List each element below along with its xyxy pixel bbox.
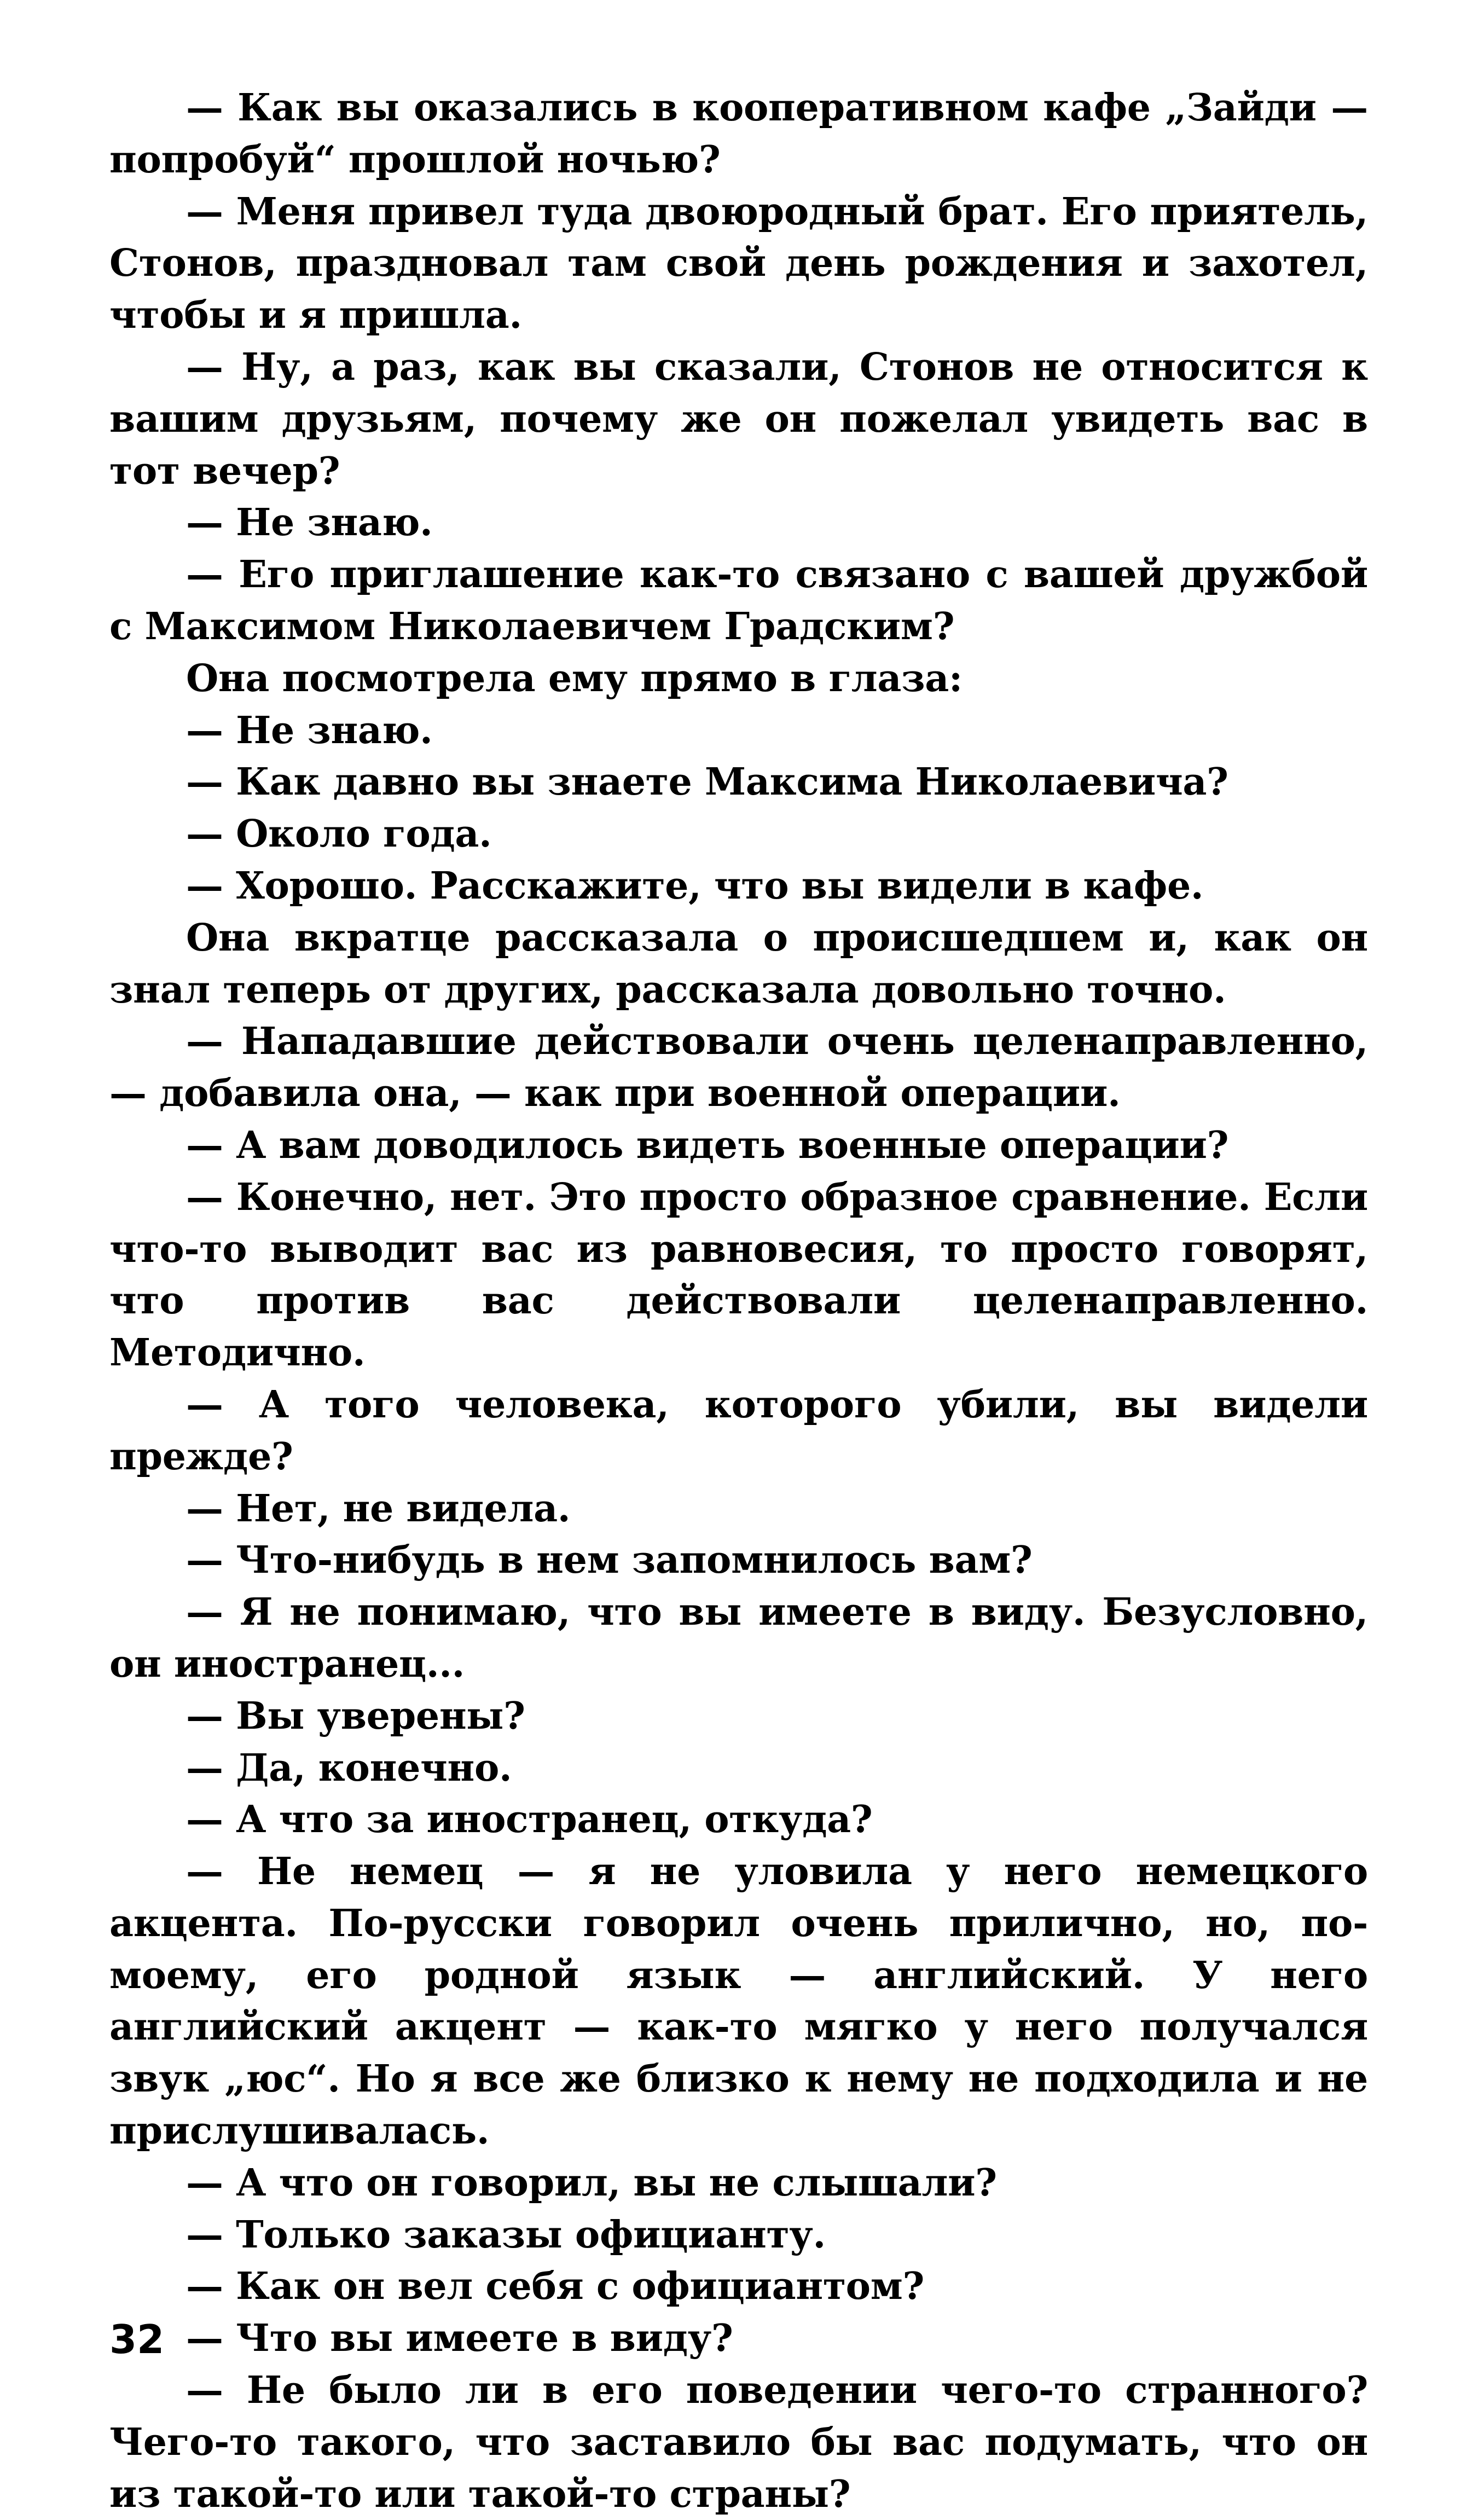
paragraph: — Что вы имеете в виду? [186, 2316, 733, 2361]
paragraph: Она вкратце рассказала о происшедшем и, как он знал теперь от других, рассказала довольно точно. [109, 916, 1368, 1012]
paragraph: — Я не понимаю, что вы имеете в виду. Безусловно, он иностранец... [109, 1590, 1368, 1686]
paragraph: — Не немец — я не уловила у него немецкого акцента. По-русски говорил очень прилично, но, по-моему, его родной язык — английский. У него английский акцент — как-то мягко у него получался звук „юс“. Но я все же близко к нему не подходила и не прислушивалась. [109, 1850, 1368, 2153]
paragraph: — Не знаю. [186, 708, 433, 752]
paragraph: — Да, конечно. [186, 1746, 512, 1790]
paragraph: — Конечно, нет. Это просто образное сравнение. Если что-то выводит вас из равновесия, то просто говорят, что против вас действовали целенаправленно. Методично. [109, 1175, 1368, 1375]
paragraph: — Его приглашение как-то связано с вашей дружбой с Максимом Николаевичем Градским? [109, 553, 1368, 648]
paragraph: — Около года. [186, 812, 492, 856]
paragraph: — А что за иностранец, откуда? [186, 1798, 873, 1842]
paragraph: — Нет, не видела. [186, 1486, 571, 1531]
paragraph: — Как вы оказались в кооперативном кафе „Зайди — попробуй“ прошлой ночью? [109, 86, 1368, 182]
paragraph: — Только заказы официанту. [186, 2212, 826, 2257]
paragraph: — Хорошо. Расскажите, что вы видели в кафе. [186, 864, 1204, 908]
paragraph: — Как давно вы знаете Максима Николаевича? [186, 760, 1228, 804]
paragraph: — Ну, а раз, как вы сказали, Стонов не относится к вашим друзьям, почему же он пожелал увидеть вас в тот вечер? [109, 345, 1368, 493]
paragraph: — Меня привел туда двоюродный брат. Его приятель, Стонов, праздновал там свой день рождения и захотел, чтобы и я пришла. [109, 189, 1368, 338]
book-page-text [109, 82, 1368, 2520]
paragraph: — Не знаю. [186, 501, 433, 545]
page-number: 32 [109, 2316, 165, 2362]
paragraph: — Как он вел себя с официантом? [186, 2264, 925, 2309]
paragraph: — А что он говорил, вы не слышали? [186, 2160, 997, 2205]
paragraph: Она посмотрела ему прямо в глаза: [186, 656, 963, 700]
paragraph: — А того человека, которого убили, вы видели прежде? [109, 1382, 1368, 1479]
paragraph: — Нападавшие действовали очень целенаправленно, — добавила она, — как при военной операции. [109, 1019, 1368, 1116]
paragraph: — Не было ли в его поведении чего-то странного? Чего-то такого, что заставило бы вас подумать, что он из такой-то или такой-то страны? [109, 2368, 1368, 2516]
paragraph: — Что-нибудь в нем запомнилось вам? [186, 1538, 1033, 1583]
paragraph: — А вам доводилось видеть военные операции? [186, 1123, 1229, 1167]
paragraph: — Вы уверены? [186, 1694, 525, 1738]
